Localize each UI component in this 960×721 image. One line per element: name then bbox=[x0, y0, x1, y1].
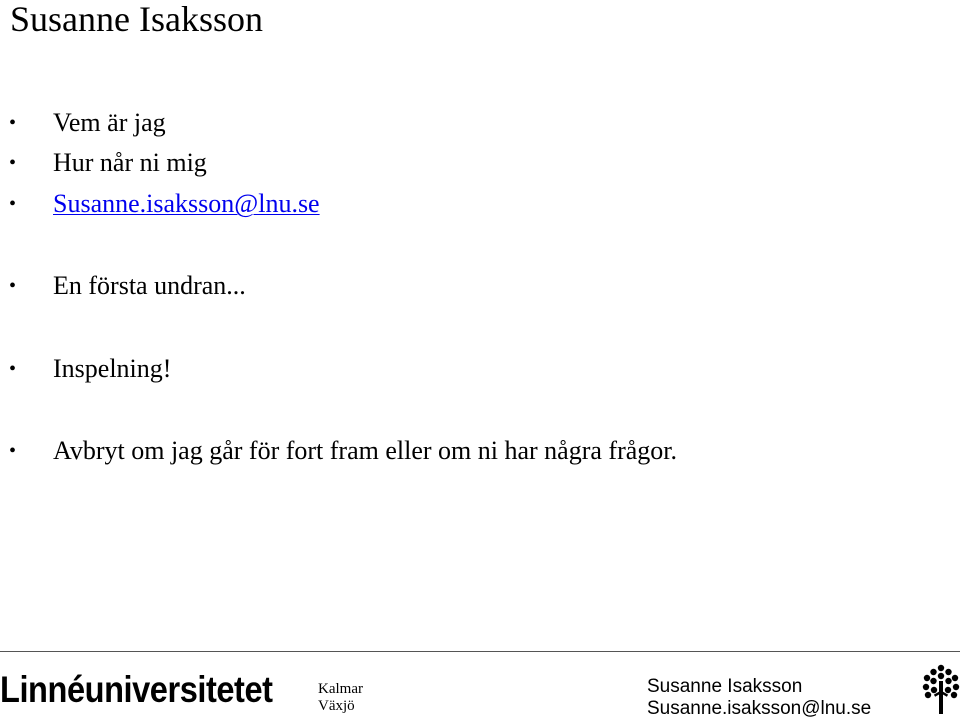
bullet-text: Inspelning! bbox=[53, 354, 172, 383]
bullet-text: Vem är jag bbox=[53, 108, 166, 137]
bullet-text: Hur når ni mig bbox=[53, 148, 207, 177]
bullet-marker: • bbox=[9, 193, 17, 215]
footer-contact bbox=[647, 676, 871, 720]
campus-kalmar: Kalmar bbox=[318, 681, 363, 697]
university-logo-campuses bbox=[318, 681, 363, 715]
footer-name: Susanne Isaksson bbox=[647, 676, 803, 697]
bullet-marker: • bbox=[9, 112, 17, 134]
bullet-marker: • bbox=[9, 358, 17, 380]
campus-vaxjo: Växjö bbox=[318, 698, 355, 714]
university-logo-wordmark: Linnéuniversitetet bbox=[0, 669, 273, 710]
tree-icon bbox=[922, 664, 960, 714]
bullet-marker: • bbox=[9, 275, 17, 297]
footer-divider bbox=[0, 651, 960, 652]
bullet-marker: • bbox=[9, 152, 17, 174]
footer-email: Susanne.isaksson@lnu.se bbox=[647, 698, 872, 719]
bullet-marker: • bbox=[9, 440, 17, 462]
bullet-text: En första undran... bbox=[53, 271, 246, 300]
bullet-text: Avbryt om jag går för fort fram eller om ni har några frågor. bbox=[53, 436, 677, 465]
email-link[interactable]: Susanne.isaksson@lnu.se bbox=[53, 189, 320, 218]
slide-title: Susanne Isaksson bbox=[10, 0, 263, 39]
